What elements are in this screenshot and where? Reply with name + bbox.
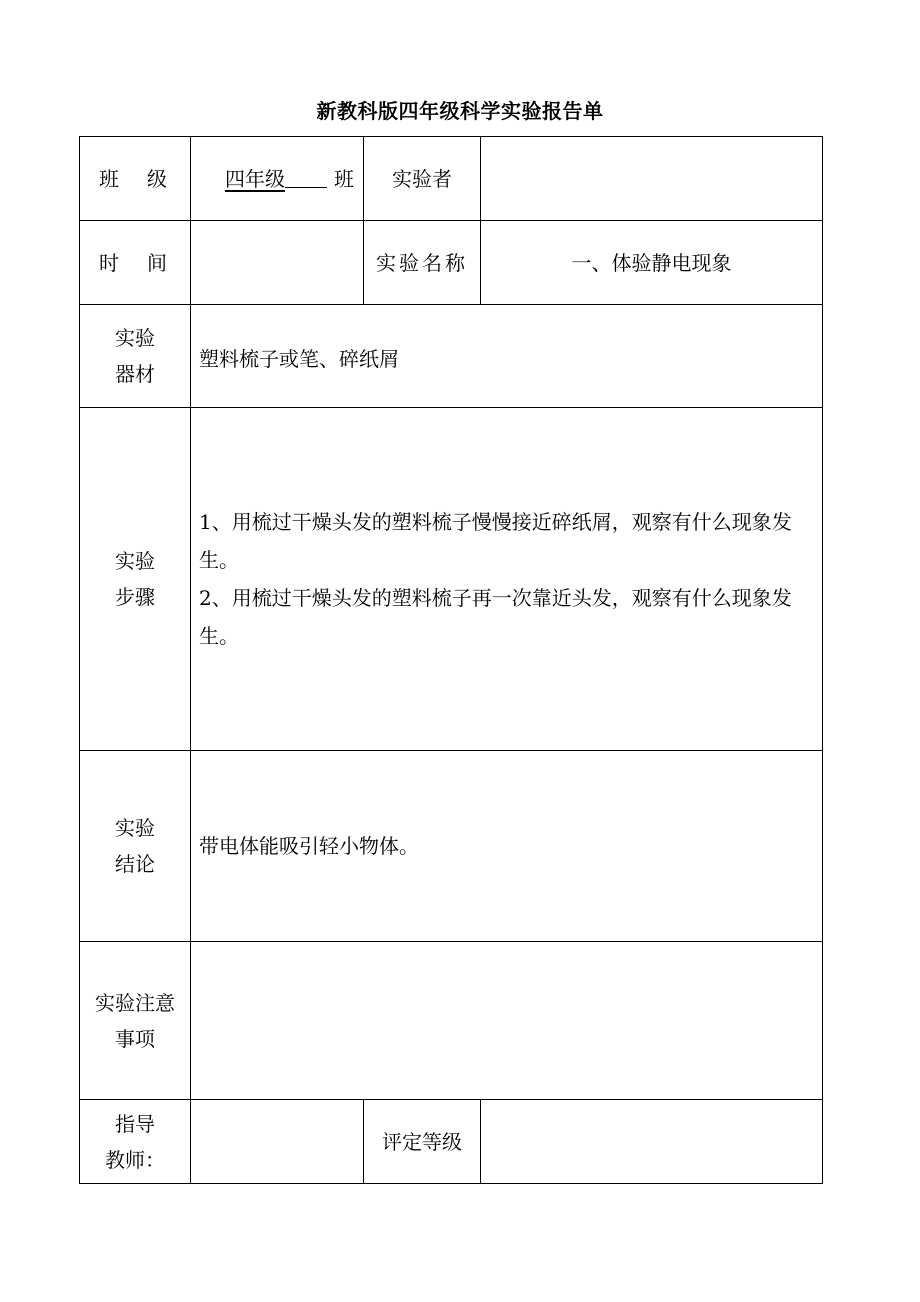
- steps-label-line1: 实验: [115, 549, 155, 573]
- row-class: [80, 137, 823, 221]
- step-item-1: 1、用梳过干燥头发的塑料梳子慢慢接近碎纸屑，观察有什么现象发生。: [199, 510, 792, 572]
- teacher-label-line2: 教师：: [105, 1147, 165, 1172]
- materials-label-line2: 器材: [115, 362, 155, 386]
- class-value-cell[interactable]: [191, 137, 364, 221]
- step-item-2: 2、用梳过干燥头发的塑料梳子再一次靠近头发，观察有什么现象发生。: [199, 586, 792, 648]
- notes-label-line1: 实验注意: [95, 990, 175, 1015]
- name-label: 实验名称: [376, 250, 468, 275]
- class-label: 班 级: [99, 166, 171, 191]
- grade-label: 评定等级: [382, 1129, 462, 1154]
- materials-value: 塑料梳子或笔、碎纸屑: [191, 305, 823, 408]
- row-notes: [80, 942, 823, 1100]
- materials-label: [80, 305, 191, 408]
- teacher-value[interactable]: [191, 1100, 364, 1184]
- notes-label: [80, 942, 191, 1100]
- class-grade-text: 四年级: [225, 167, 285, 191]
- name-label-cell: [364, 221, 481, 305]
- report-table: [79, 136, 823, 1184]
- class-suffix: 班: [334, 167, 354, 191]
- steps-label-line2: 步骤: [115, 585, 155, 609]
- teacher-label: [80, 1100, 191, 1184]
- row-conclusion: [80, 751, 823, 942]
- row-materials: [80, 305, 823, 408]
- teacher-label-line1: 指导: [115, 1111, 155, 1136]
- time-value[interactable]: [191, 221, 364, 305]
- name-value: 一、体验静电现象: [481, 221, 823, 305]
- conclusion-label-line1: 实验: [115, 816, 155, 840]
- conclusion-label: [80, 751, 191, 942]
- notes-label-line2: 事项: [115, 1026, 155, 1051]
- materials-label-line1: 实验: [115, 326, 155, 350]
- page-title: 新教科版四年级科学实验报告单: [316, 99, 604, 123]
- row-steps: [80, 408, 823, 751]
- grade-label-cell: [364, 1100, 481, 1184]
- class-blank: [285, 161, 327, 188]
- grade-value[interactable]: [481, 1100, 823, 1184]
- time-label: 时 间: [99, 250, 171, 275]
- class-label-cell: [80, 137, 191, 221]
- experimenter-label: 实验者: [392, 166, 452, 191]
- experimenter-label-cell: [364, 137, 481, 221]
- conclusion-value: 带电体能吸引轻小物体。: [191, 751, 823, 942]
- row-time: [80, 221, 823, 305]
- time-label-cell: [80, 221, 191, 305]
- row-footer: [80, 1100, 823, 1184]
- conclusion-label-line2: 结论: [115, 852, 155, 876]
- class-grade: [225, 161, 327, 197]
- experimenter-value[interactable]: [481, 137, 823, 221]
- steps-value: [191, 408, 823, 751]
- notes-value[interactable]: [191, 942, 823, 1100]
- steps-label: [80, 408, 191, 751]
